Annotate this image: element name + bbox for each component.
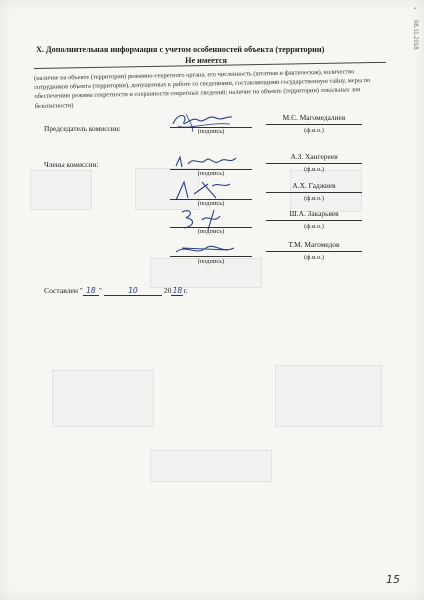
member-signature-caption: (подпись) xyxy=(197,258,225,265)
chair-name: М.С. Магомедалиев xyxy=(282,113,346,122)
member-name-caption: (ф.и.о.) xyxy=(304,166,324,173)
bleed-through-box xyxy=(30,170,92,210)
composed-year-suffix: 18 xyxy=(172,286,183,295)
chair-name-line xyxy=(266,124,362,125)
member-signature-caption: (подпись) xyxy=(197,200,225,207)
section-note: (наличие на объекте (территории) режимно-секретного органа, его численность (штатная и фактическая), количество сотрудников объекта (территории), допущенных к работе со сведениями, составляющими государственную тайну, меры по обеспечению режима секретности и сохранности секретных сведений; наличие на объекте (территории) локальных зон безопасности) xyxy=(34,68,371,110)
chair-name-caption: (ф.и.о.) xyxy=(304,127,324,134)
member-name-line xyxy=(266,192,362,193)
member-signature-caption: (подпись) xyxy=(197,170,225,177)
composed-date xyxy=(44,286,188,296)
margin-date: 08.11.2018 xyxy=(412,20,418,50)
member-signature xyxy=(172,240,242,260)
member-name-caption: (ф.и.о.) xyxy=(304,223,324,230)
member-signature-line xyxy=(170,256,252,257)
composed-quote: " xyxy=(98,286,103,295)
members-label: Члены комиссии: xyxy=(44,160,99,169)
member-name: А.Х. Гаджиев xyxy=(292,181,336,190)
composed-year-end: г. xyxy=(183,286,188,295)
composed-year-prefix: 20 xyxy=(163,286,172,295)
chair-label: Председатель комиссии: xyxy=(44,124,121,133)
member-name-line xyxy=(266,163,362,164)
chair-signature-caption: (подпись) xyxy=(197,128,225,135)
member-name-caption: (ф.и.о.) xyxy=(304,254,324,261)
member-name-line xyxy=(266,220,362,221)
bleed-through-box xyxy=(150,450,272,482)
bleed-through-box xyxy=(52,370,154,427)
composed-month: 10 xyxy=(104,286,162,296)
composed-label: Составлен " xyxy=(44,286,83,295)
section-title-line1: X. Дополнительная информация с учетом особенностей объекта (территории) xyxy=(36,45,325,54)
member-signature-caption: (подпись) xyxy=(197,228,225,235)
member-name: Ш.А. Закарьяев xyxy=(289,209,339,218)
member-name-line xyxy=(266,251,362,252)
page-number: 15 xyxy=(386,573,400,586)
bleed-through-box xyxy=(290,170,362,212)
member-name: Т.М. Магомедов xyxy=(288,240,340,249)
member-name-caption: (ф.и.о.) xyxy=(304,195,324,202)
margin-mark: ▪ xyxy=(413,6,416,12)
section-title-line2: Не имеется xyxy=(185,56,227,65)
bleed-through-box xyxy=(275,365,382,427)
member-name: А.З. Хангереев xyxy=(290,152,338,161)
composed-day: 18 xyxy=(83,286,99,296)
